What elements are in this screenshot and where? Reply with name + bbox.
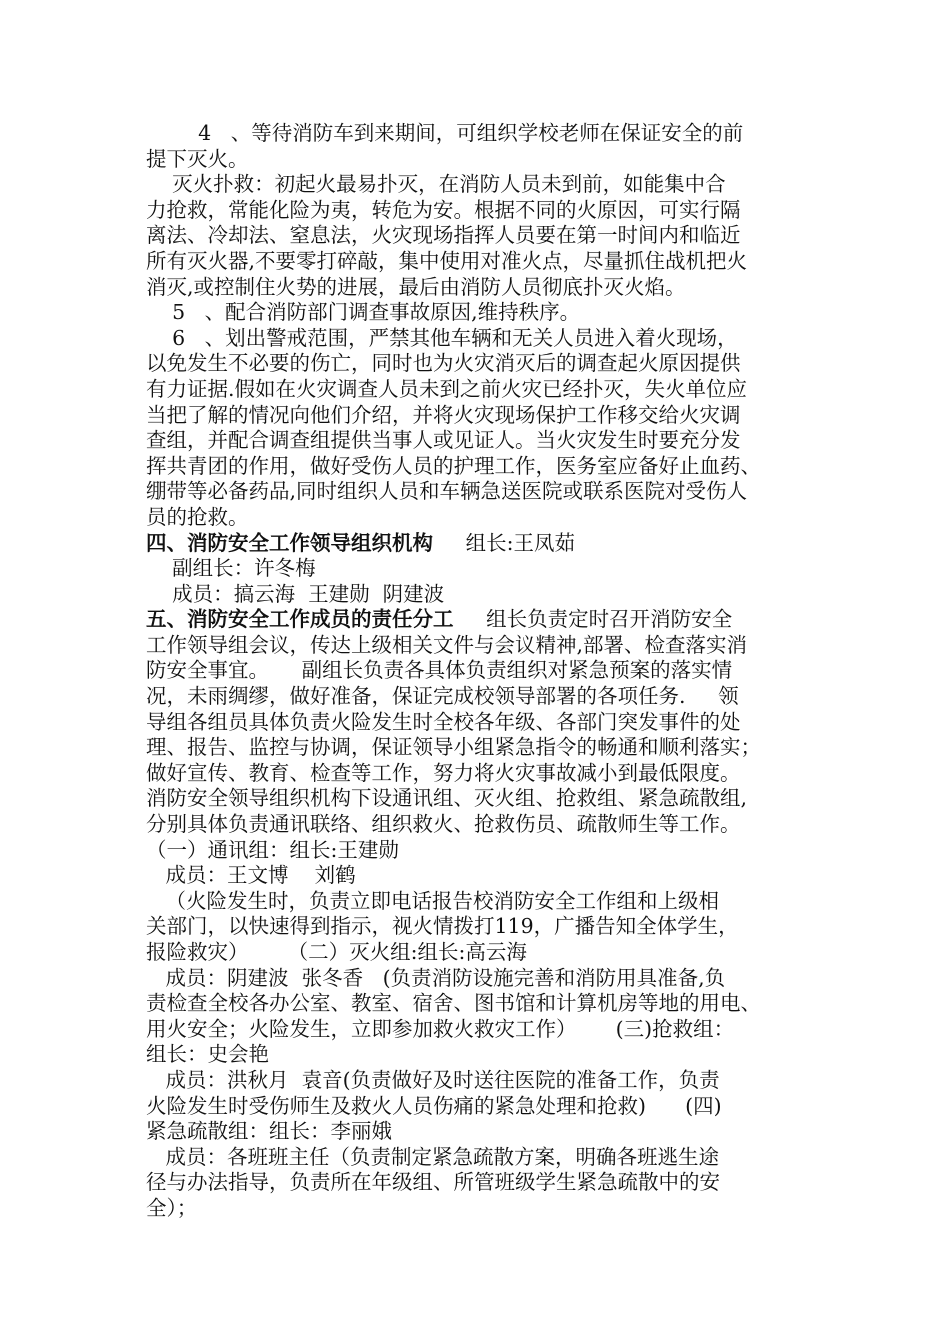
text-line: 关部门，以快速得到指示，视火情拨打119，广播告知全体学生， xyxy=(146,914,739,939)
text-line: 以免发生不必要的伤亡，同时也为火灾消灭后的调查起火原因提供 xyxy=(146,351,741,376)
text-line: 消防安全领导组织机构下设通讯组、灭火组、抢救组、紧急疏散组, xyxy=(146,786,748,811)
text-line: 成员：洪秋月 袁音(负责做好及时送往医院的准备工作，负责 xyxy=(146,1067,720,1092)
section4-heading-line xyxy=(146,531,810,557)
text-line: 责检查全校各办公室、教室、宿舍、图书馆和计算机房等地的用电、 xyxy=(146,991,761,1016)
text-line: 火险发生时受伤师生及救火人员伤痛的紧急处理和抢救) (四) xyxy=(146,1093,722,1118)
text-line: 成员：王文博 刘鹤 xyxy=(146,863,356,888)
text-line: 所有灭火器,不要零打碎敲，集中使用对准火点，尽量抓住战机把火 xyxy=(146,248,748,273)
text-line: 6 、划出警戒范围，严禁其他车辆和无关人员进入着火现场， xyxy=(146,325,738,350)
text-line: 绷带等必备药品,同时组织人员和车辆急送医院或联系医院对受伤人 xyxy=(146,479,748,504)
text-line: 力抢救，常能化险为夷，转危为安。根据不同的火原因，可实行隔 xyxy=(146,197,741,222)
text-line: 消灭,或控制住火势的进展，最后由消防人员彻底扑灭火焰。 xyxy=(146,274,686,299)
text-line: 紧急疏散组：组长：李丽娥 xyxy=(146,1119,392,1144)
section5-heading-line xyxy=(146,607,810,633)
text-line: （火险发生时，负责立即电话报告校消防安全工作组和上级相 xyxy=(146,888,720,913)
text-line: 做好宣传、教育、检查等工作，努力将火灾事故减小到最低限度。 xyxy=(146,760,741,785)
text-line: 分别具体负责通讯联络、组织救火、抢救伤员、疏散师生等工作。 xyxy=(146,812,741,837)
text-line: 查组，并配合调查组提供当事人或见证人。当火灾发生时要充分发 xyxy=(146,428,741,453)
section4-heading: 四、消防安全工作领导组织机构 xyxy=(146,530,433,555)
text-line: 4 、等待消防车到来期间，可组织学校老师在保证安全的前 xyxy=(146,121,744,145)
section4-leader: 组长:王凤茹 xyxy=(433,530,575,555)
text-line: 挥共青团的作用，做好受伤人员的护理工作，医务室应备好止血药、 xyxy=(146,453,761,478)
text-line: 提下灭火。 xyxy=(146,146,249,171)
text-line: 导组各组员具体负责火险发生时全校各年级、各部门突发事件的处 xyxy=(146,709,741,734)
text-line: 用火安全；火险发生，立即参加救火救灾工作） (三)抢救组： xyxy=(146,1016,735,1041)
text-line: 成员：各班班主任（负责制定紧急疏散方案，明确各班逃生途 xyxy=(146,1144,720,1169)
section5-first-line-rest: 组长负责定时召开消防安全 xyxy=(453,607,733,632)
text-line: 成员：阴建波 张冬香 (负责消防设施完善和消防用具准备,负 xyxy=(146,965,726,990)
text-line: 灭火扑救：初起火最易扑灭，在消防人员未到前，如能集中合 xyxy=(146,172,726,197)
section4-deputy: 副组长：许冬梅 xyxy=(146,556,316,581)
text-line: （一）通讯组：组长:王建勋 xyxy=(146,837,399,862)
text-line: 全）； xyxy=(146,1195,198,1220)
text-line: 离法、冷却法、窒息法，火灾现场指挥人员要在第一时间内和临近 xyxy=(146,223,741,248)
text-line: 组长：史会艳 xyxy=(146,1042,269,1067)
text-line: 防安全事宜。 副组长负责各具体负责组织对紧急预案的落实情 xyxy=(146,658,733,683)
section5-heading: 五、消防安全工作成员的责任分工 xyxy=(146,607,454,632)
text-line: 当把了解的情况向他们介绍，并将火灾现场保护工作移交给火灾调 xyxy=(146,402,741,427)
text-line: 员的抢救。 xyxy=(146,504,249,529)
text-line: 5 、配合消防部门调查事故原因,维持秩序。 xyxy=(146,300,581,325)
text-line: 工作领导组会议，传达上级相关文件与会议精神,部署、检查落实消 xyxy=(146,632,748,657)
text-line: 理、报告、监控与协调，保证领导小组紧急指令的畅通和顺利落实； xyxy=(146,735,761,760)
section4-members: 成员：搞云海 王建勋 阴建波 xyxy=(146,581,445,606)
text-line: 有力证据.假如在火灾调查人员未到之前火灾已经扑灭，失火单位应 xyxy=(146,376,748,401)
document-page xyxy=(146,121,810,1222)
text-line: 径与办法指导，负责所在年级组、所管班级学生紧急疏散中的安 xyxy=(146,1170,720,1195)
text-line: 况，未雨绸缪，做好准备，保证完成校领导部署的各项任务. 领 xyxy=(146,684,739,709)
text-line: 报险救灾） （二）灭火组:组长:高云海 xyxy=(146,940,527,964)
